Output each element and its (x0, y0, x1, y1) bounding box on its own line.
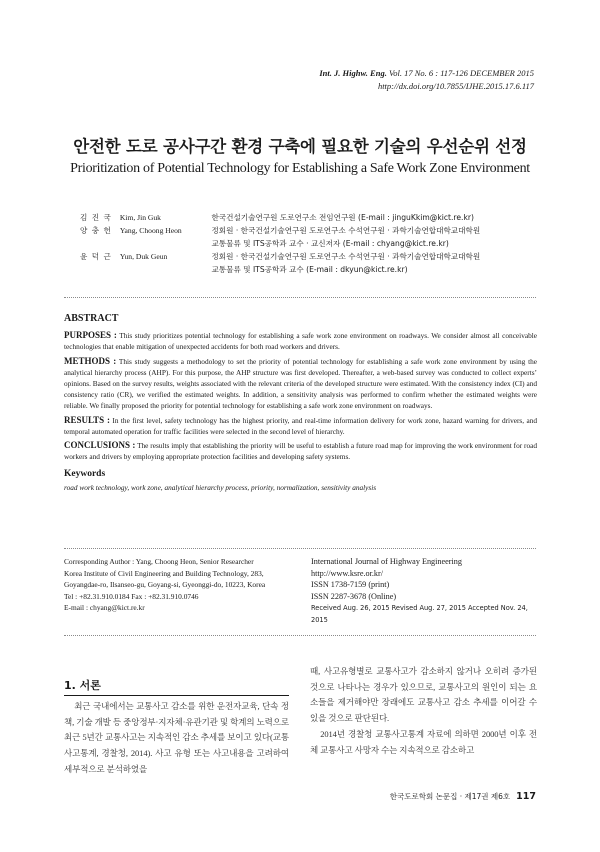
footer-journal-info: 한국도로학회 논문집 · 제17권 제6호 (389, 792, 511, 801)
divider (64, 635, 536, 636)
abstract-heading: ABSTRACT (64, 313, 119, 324)
author-name-ko: 양 충 헌 (80, 226, 112, 235)
corr-line: Corresponding Author : Yang, Choong Heon, Senior Researcher (64, 557, 254, 566)
corr-line: Korea Institute of Civil Engineering and Building Technology, 283, (64, 568, 264, 578)
abstract (64, 313, 537, 496)
section-text: In the first level, safety technology has the highest priority, and real-time information delivery for work zone, hazard warning for drivers, and temporal automated operation for traffic facilities were selected in the second level of hierarchy. (64, 415, 537, 436)
abstract-conclusions (64, 440, 537, 462)
affiliation-line: 교통물류 및 ITS공학과 교수 · 교신저자 (E-mail : chyang@kict.re.kr) (211, 239, 449, 248)
divider (64, 297, 536, 298)
body-column-right (310, 664, 537, 758)
author-name-ko: 윤 덕 근 (80, 252, 112, 261)
author-row (80, 250, 540, 276)
author-affiliation (211, 224, 540, 250)
section-text: The results imply that establishing the priority will be useful to establish a future road map for improving the work environment for road workers and drivers by employing appropriate protection facilities and developing safety systems. (64, 441, 537, 462)
issn-online: ISSN 2287-3678 (Online) (311, 591, 397, 601)
author-list (80, 211, 540, 276)
body-paragraph: 최근 국내에서는 교통사고 감소를 위한 운전자교육, 단속 정책, 기술 개발 등 중앙정부·지자체·유관기관 및 학계의 노력으로 최근 5년간 교통사고는 지속적인 감소 추세를 보이고 있다(교통사고통계, 경찰청, 2014). 사고 유형 또는 사고내용을 고려하여 세부적으로 분석하였을 (64, 701, 289, 774)
section-heading: 1. 서론 (64, 679, 101, 692)
journal-volume: Vol. 17 No. 6 : 117-126 DECEMBER 2015 (388, 68, 534, 78)
submission-dates: Received Aug. 26, 2015 Revised Aug. 27, 2015 Accepted Nov. 24, 2015 (311, 604, 528, 624)
abstract-results (64, 415, 537, 437)
section-rule (64, 695, 289, 696)
title-english: Prioritization of Potential Technology for Establishing a Safe Work Zone Environment (70, 161, 530, 176)
journal-citation (319, 67, 534, 80)
section-label: METHODS : (64, 355, 117, 366)
author-row (80, 224, 540, 250)
abstract-methods (64, 356, 537, 412)
journal-header (319, 67, 534, 93)
author-name-en: Yun, Duk Geun (119, 252, 168, 261)
page-number: 117 (516, 791, 536, 802)
section-label: CONCLUSIONS : (64, 440, 136, 451)
keywords-list: road work technology, work zone, analytical hierarchy process, priority, normalization, sensitivity analysis (64, 482, 377, 492)
journal-name: International Journal of Highway Engineering (311, 557, 462, 566)
section-text: This study suggests a methodology to set the priority of potential technology for establishing a safe work zone environment by using the analytical hierarchy process (AHP). For this purpose, the AHP structure was first developed. Thereafter, a web-based survey was conducted to collect experts’ opinions. Based on the survey results, weights associated with the relevant criteria of the developed structure were estimated. With the consistency index (CI) and consistency ratio (CR), we verified the estimated weights. In addition, a sensitivity analysis was performed to confirm whether the estimated weights were reliable. We finally proposed the priority for potential technology for establishing a safe work zone environment on roadways. (64, 356, 537, 411)
affiliation-line: 한국건설기술연구원 도로연구소 전임연구원 (E-mail : jinguKkim@kict.re.kr) (211, 213, 474, 222)
issn-print: ISSN 1738-7159 (print) (311, 580, 390, 589)
keywords-heading: Keywords (64, 469, 106, 480)
section-label: RESULTS : (64, 414, 111, 425)
author-name-ko: 김 진 국 (80, 213, 112, 222)
journal-abbrev: Int. J. Highw. Eng. (319, 68, 387, 78)
author-name-en: Kim, Jin Guk (119, 213, 161, 222)
affiliation-line: 교통물류 및 ITS공학과 교수 (E-mail : dkyun@kict.re.kr) (211, 265, 408, 274)
author-affiliation (211, 211, 540, 224)
body-paragraph: 때, 사고유형별로 교통사고가 감소하지 않거나 오히려 증가된 것으로 나타나는 경우가 있으므로, 교통사고의 원인이 되는 요소들을 제거해야만 장래에도 교통사고 감소 추세를 이어갈 수 있을 것으로 판단된다. (310, 666, 537, 724)
page-footer (390, 791, 536, 802)
correspondence-block (64, 556, 314, 614)
author-name-en: Yang, Choong Heon (119, 226, 182, 235)
divider (64, 548, 536, 549)
author-row (80, 211, 540, 224)
affiliation-line: 정회원 · 한국건설기술연구원 도로연구소 수석연구원 · 과학기술연합대학교대학원 (211, 252, 481, 261)
doi-link[interactable]: http://dx.doi.org/10.7855/IJHE.2015.17.6.117 (377, 81, 534, 91)
journal-url[interactable]: http://www.ksre.or.kr/ (311, 568, 384, 578)
body-paragraph: 2014년 경찰청 교통사고통계 자료에 의하면 2000년 이후 전체 교통사고 사망자 수는 지속적으로 감소하고 (310, 728, 537, 755)
corr-line: Goyangdae-ro, Ilsanseo-gu, Goyang-si, Gyeonggi-do, 10223, Korea (64, 580, 266, 589)
corr-email: E-mail : chyang@kict.re.kr (64, 603, 145, 612)
title-korean: 안전한 도로 공사구간 환경 구축에 필요한 기술의 우선순위 선정 (73, 137, 527, 156)
body-column-left (64, 699, 289, 778)
abstract-purposes (64, 330, 537, 352)
publication-info (311, 556, 539, 626)
section-label: PURPOSES : (64, 330, 117, 341)
author-affiliation (211, 250, 540, 276)
section-text: This study prioritizes potential technology for establishing a safe work zone environment on roadways. We consider almost all conceivable technologies that enable mitigation of unexpected accidents for both road workers and drivers. (64, 331, 538, 352)
affiliation-line: 정회원 · 한국건설기술연구원 도로연구소 수석연구원 · 과학기술연합대학교대학원 (211, 226, 481, 235)
corr-line: Tel : +82.31.910.0184 Fax : +82.31.910.0746 (64, 591, 199, 601)
